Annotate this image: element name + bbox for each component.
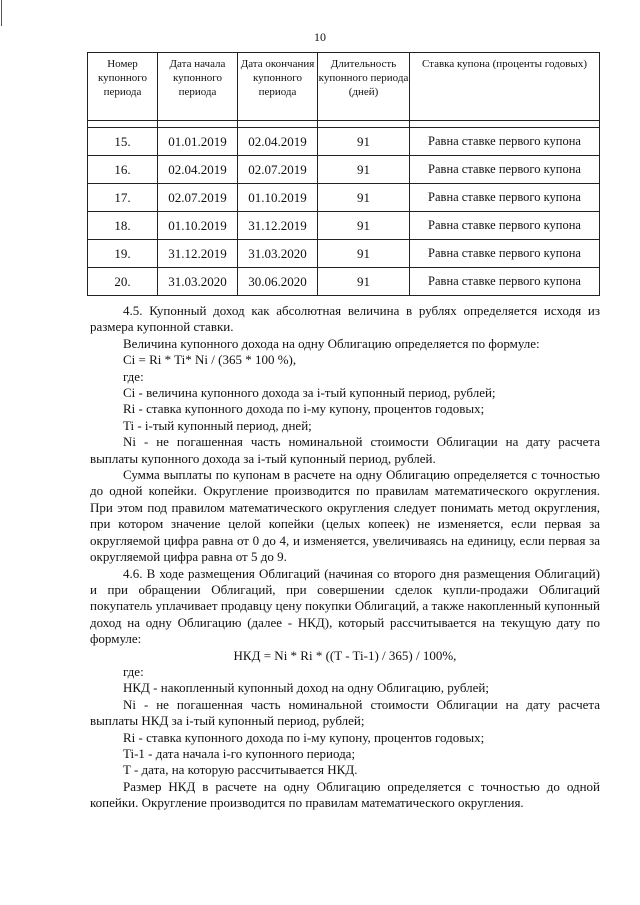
period-number-cell: 16.	[88, 156, 158, 184]
coupon-rate-cell: Равна ставке первого купона	[410, 156, 600, 184]
end-date-cell: 30.06.2020	[238, 268, 318, 296]
period-number-cell: 18.	[88, 212, 158, 240]
definition-ni: Ni - не погашенная часть номинальной стоимости Облигации на дату расчета выплаты купонного дохода за i-тый купонный период, рублей.	[90, 434, 600, 466]
table-row	[88, 156, 600, 184]
definition-ti: Ti - i-тый купонный период, дней;	[123, 417, 312, 433]
table-row	[88, 268, 600, 296]
coupon-rate-cell: Равна ставке первого купона	[410, 212, 600, 240]
duration-cell: 91	[318, 184, 410, 212]
header-coupon-rate: Ставка купона (проценты годовых)	[410, 53, 600, 121]
period-number-cell: 17.	[88, 184, 158, 212]
start-date-cell: 01.10.2019	[158, 212, 238, 240]
end-date-cell: 02.04.2019	[238, 128, 318, 156]
definition-t: T - дата, на которую рассчитывается НКД.	[123, 762, 358, 778]
duration-cell: 91	[318, 156, 410, 184]
end-date-cell: 31.03.2020	[238, 240, 318, 268]
coupon-rate-cell: Равна ставке первого купона	[410, 268, 600, 296]
page-number: 10	[314, 30, 326, 44]
rounding-rule-paragraph: Сумма выплаты по купонам в расчете на одну Облигацию определяется с точностью до одной копейки. Округление производится по правилам математического округления. При этом под правилом математического округления следует понимать метод округления, при котором значение целой копейки (целых копеек) не изменяется, если первая за округляемой цифра равна от 0 до 4, и изменяется, увеличиваясь на единицу, если первая за округляемой цифра равна от 5 до 9.	[90, 467, 600, 565]
period-number-cell: 15.	[88, 128, 158, 156]
coupon-schedule-table	[87, 52, 600, 296]
end-date-cell: 01.10.2019	[238, 184, 318, 212]
header-start-date: Дата начала купонного периода	[158, 53, 238, 121]
table-row	[88, 212, 600, 240]
section-4-5-paragraph: 4.5. Купонный доход как абсолютная величина в рублях определяется исходя из размера купонной ставки.	[90, 303, 600, 335]
end-date-cell: 02.07.2019	[238, 156, 318, 184]
coupon-rate-cell: Равна ставке первого купона	[410, 240, 600, 268]
start-date-cell: 31.12.2019	[158, 240, 238, 268]
start-date-cell: 02.07.2019	[158, 184, 238, 212]
table-row	[88, 184, 600, 212]
header-end-date: Дата окончания купонного периода	[238, 53, 318, 121]
definition-ci: Ci - величина купонного дохода за i-тый купонный период, рублей;	[123, 385, 496, 401]
definition-ri: Ri - ставка купонного дохода по i-му купону, процентов годовых;	[123, 401, 485, 417]
coupon-rate-cell: Равна ставке первого купона	[410, 184, 600, 212]
table-row	[88, 128, 600, 156]
period-number-cell: 20.	[88, 268, 158, 296]
coupon-rate-cell: Равна ставке первого купона	[410, 128, 600, 156]
coupon-formula-intro: Величина купонного дохода на одну Облигацию определяется по формуле:	[123, 335, 540, 351]
table-spacer-row	[88, 121, 600, 128]
where-label-2: где:	[123, 663, 144, 679]
page-edge-mark	[1, 0, 4, 26]
table-header-row	[88, 53, 600, 121]
definition-ri-2: Ri - ставка купонного дохода по i-му купону, процентов годовых;	[123, 729, 485, 745]
coupon-income-formula: Ci = Ri * Ti* Ni / (365 * 100 %),	[123, 352, 297, 368]
header-period-number: Номер купонного периода	[88, 53, 158, 121]
definition-nkd: НКД - накопленный купонный доход на одну Облигацию, рублей;	[123, 680, 489, 696]
duration-cell: 91	[318, 212, 410, 240]
nkd-rounding-paragraph: Размер НКД в расчете на одну Облигацию определяется с точностью до одной копейки. Округление производится по правилам математического округления.	[90, 778, 600, 811]
duration-cell: 91	[318, 240, 410, 268]
where-label: где:	[123, 368, 144, 384]
period-number-cell: 19.	[88, 240, 158, 268]
definition-ni-nkd: Ni - не погашенная часть номинальной стоимости Облигации на дату расчета выплаты НКД за i-тый купонный период, рублей;	[90, 696, 600, 729]
document-body-text	[90, 303, 600, 812]
header-duration: Длительность купонного периода (дней)	[318, 53, 410, 121]
start-date-cell: 31.03.2020	[158, 268, 238, 296]
start-date-cell: 02.04.2019	[158, 156, 238, 184]
duration-cell: 91	[318, 268, 410, 296]
definition-ti-1: Ti-1 - дата начала i-го купонного периода;	[123, 745, 356, 761]
duration-cell: 91	[318, 128, 410, 156]
nkd-formula: НКД = Ni * Ri * ((T - Ti-1) / 365) / 100%,	[233, 647, 457, 663]
end-date-cell: 31.12.2019	[238, 212, 318, 240]
table-row	[88, 240, 600, 268]
section-4-6-paragraph: 4.6. В ходе размещения Облигаций (начиная со второго дня размещения Облигаций) и при обращении Облигаций, при совершении сделок купли-продажи Облигаций покупатель уплачивает продавцу цену покупки Облигаций, а также накопленный купонный доход на одну Облигацию (далее - НКД), который рассчитывается на текущую дату по формуле:	[90, 565, 600, 647]
start-date-cell: 01.01.2019	[158, 128, 238, 156]
